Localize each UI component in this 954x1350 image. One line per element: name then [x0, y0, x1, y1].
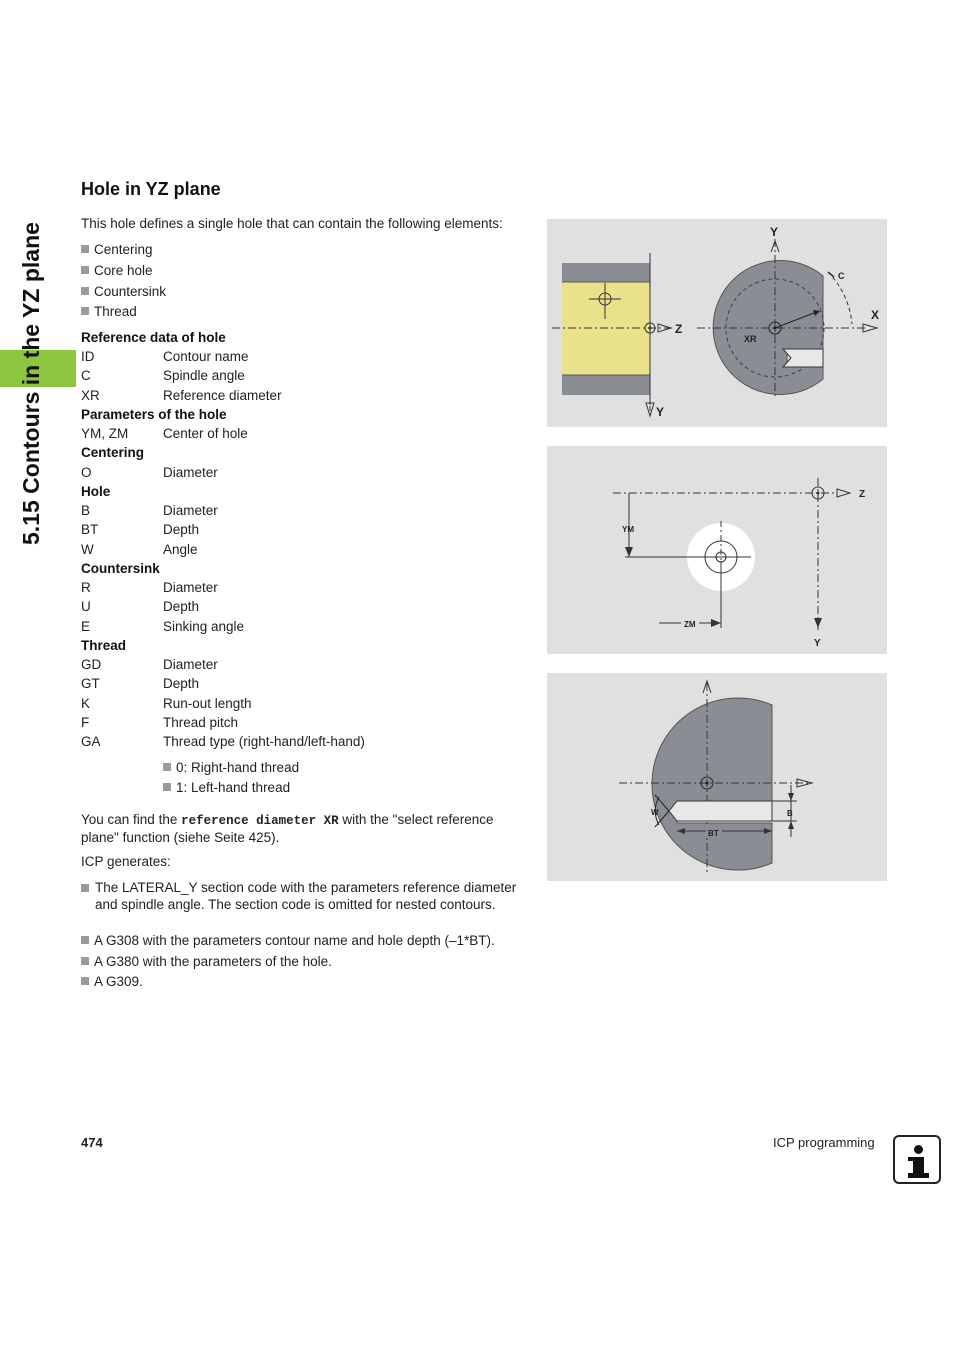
param-code: F: [81, 715, 90, 730]
param-code: U: [81, 599, 91, 614]
bullet-icon: [81, 307, 89, 315]
param-code: E: [81, 619, 91, 634]
group-title: Countersink: [81, 561, 160, 576]
label-bt: BT: [708, 829, 719, 838]
bullet-icon: [81, 287, 89, 295]
param-code: ID: [81, 349, 95, 364]
axis-label-y: Y: [814, 638, 821, 649]
param-code: GT: [81, 676, 100, 691]
param-code: B: [81, 503, 91, 518]
intro-text: This hole defines a single hole that can contain the following elements:: [81, 216, 503, 231]
bullet-icon: [163, 763, 171, 771]
bullet-icon: [81, 884, 89, 892]
group-title: Reference data of hole: [81, 330, 226, 345]
param-desc: Spindle angle: [163, 368, 245, 383]
param-code: GD: [81, 657, 102, 672]
figure-3-drawing: [547, 673, 887, 881]
list-item: A G308 with the parameters contour name and hole depth (–1*BT).: [81, 933, 495, 948]
list-item: Countersink: [81, 284, 166, 299]
param-desc: Thread type (right-hand/left-hand): [163, 734, 365, 749]
figure-reference-plane: [547, 219, 887, 427]
param-code: BT: [81, 522, 99, 537]
param-code: GA: [81, 734, 101, 749]
group-title: Thread: [81, 638, 127, 653]
param-desc: Depth: [163, 599, 200, 614]
param-desc: Contour name: [163, 349, 249, 364]
bullet-icon: [81, 977, 89, 985]
bullet-icon: [81, 266, 89, 274]
hole-section: [669, 801, 772, 821]
param-desc: Thread pitch: [163, 715, 239, 730]
param-desc: Depth: [163, 522, 200, 537]
list-item: Core hole: [81, 263, 153, 278]
label-w: W: [651, 808, 659, 817]
param-code: YM, ZM: [81, 426, 129, 441]
param-code: O: [81, 465, 92, 480]
workpiece-disc: [652, 698, 772, 870]
bullet-icon: [163, 783, 171, 791]
param-desc: Diameter: [163, 465, 218, 480]
list-item: A G309.: [81, 974, 143, 989]
param-code: R: [81, 580, 91, 595]
label-c: C: [838, 271, 845, 281]
param-code: C: [81, 368, 91, 383]
param-desc: Diameter: [163, 580, 218, 595]
axis-label-z: Z: [675, 322, 683, 336]
chapter-title: 5.15 Contours in the YZ plane: [18, 222, 44, 545]
label-zm: ZM: [684, 620, 696, 629]
label-b: B: [787, 809, 793, 818]
param-desc: Reference diameter: [163, 388, 282, 403]
param-desc: Center of hole: [163, 426, 248, 441]
icp-generates-label: ICP generates:: [81, 854, 171, 869]
group-title: Centering: [81, 445, 145, 460]
page-number: 474: [81, 1135, 103, 1150]
list-item: Centering: [81, 242, 153, 257]
axis-label-y-bottom: Y: [656, 405, 665, 419]
bullet-icon: [81, 936, 89, 944]
list-item: Thread: [81, 304, 137, 319]
bullet-icon: [81, 957, 89, 965]
axis-label-z: Z: [859, 489, 866, 500]
figure-hole-center: [547, 446, 887, 654]
param-desc: Depth: [163, 676, 200, 691]
figure-2-drawing: [547, 446, 887, 654]
axis-label-x: X: [871, 308, 880, 322]
label-ym: YM: [622, 525, 634, 534]
list-item: The LATERAL_Y section code with the parameters reference diameter and spindle angle. The section code is omitted for nested contours.: [81, 880, 521, 913]
info-icon: [893, 1135, 941, 1184]
param-code: W: [81, 542, 94, 557]
group-title: Hole: [81, 484, 111, 499]
param-desc: Diameter: [163, 503, 218, 518]
param-code: XR: [81, 388, 100, 403]
label-xr: XR: [744, 334, 757, 344]
param-desc: Diameter: [163, 657, 218, 672]
list-item: A G380 with the parameters of the hole.: [81, 954, 332, 969]
axis-label-y-top: Y: [770, 225, 779, 239]
reference-note: You can find the reference diameter XR with the "select reference plane" function (siehe Seite 425).: [81, 812, 494, 845]
param-desc: Sinking angle: [163, 619, 245, 634]
bullet-icon: [81, 245, 89, 253]
param-desc: Run-out length: [163, 696, 252, 711]
list-item: 1: Left-hand thread: [163, 780, 290, 795]
footer-section: ICP programming: [773, 1135, 875, 1150]
page-title: Hole in YZ plane: [81, 179, 221, 199]
list-item: 0: Right-hand thread: [163, 760, 299, 775]
figure-1-drawing: [547, 219, 887, 427]
param-code: K: [81, 696, 91, 711]
figure-hole-depth: [547, 673, 887, 881]
param-desc: Angle: [163, 542, 198, 557]
group-title: Parameters of the hole: [81, 407, 227, 422]
